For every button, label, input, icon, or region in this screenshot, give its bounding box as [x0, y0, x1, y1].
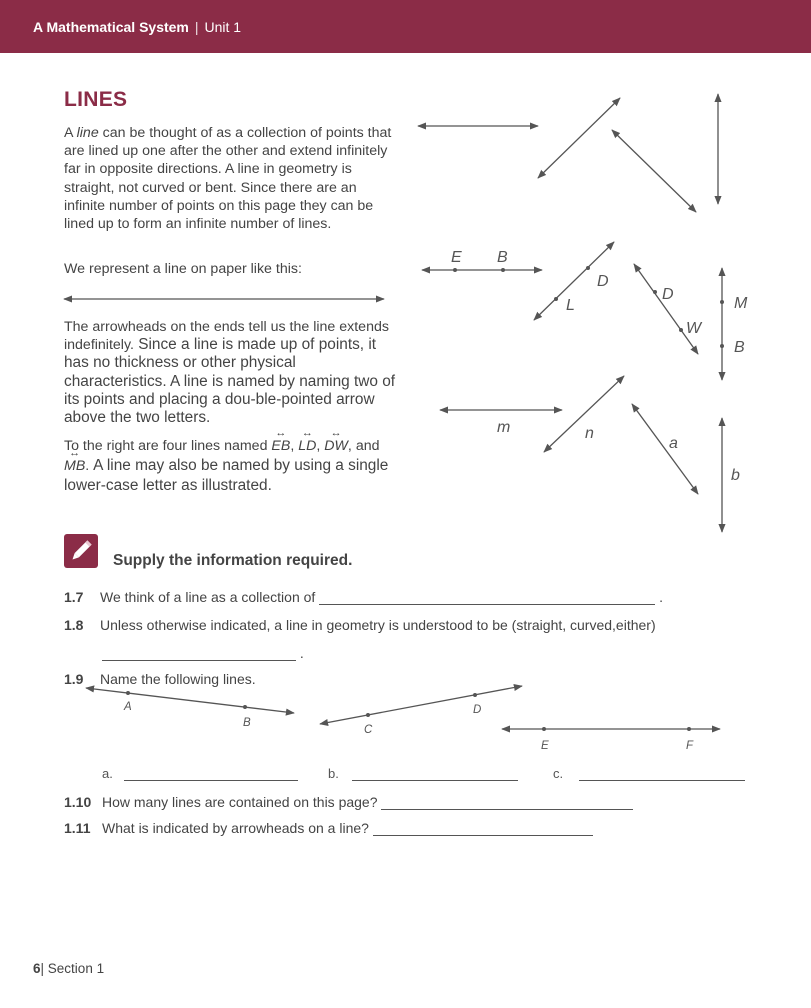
- answer-1-9-a: a.: [102, 766, 298, 781]
- point-w: [679, 328, 683, 332]
- point-c: [366, 713, 370, 717]
- q19-label-c: C: [364, 724, 373, 736]
- line-name-dw: ↔ DW: [324, 437, 348, 456]
- answer-blank-1-9-b[interactable]: [352, 779, 518, 781]
- answer-blank-1-7[interactable]: [319, 603, 655, 605]
- decor-line-rising: [538, 98, 620, 178]
- question-1-11: 1.11 What is indicated by arrowheads on a line?: [64, 820, 593, 836]
- question-1-8: 1.8 Unless otherwise indicated, a line in geometry is understood to be (straight, curved,either): [64, 617, 656, 633]
- question-1-7: 1.7 We think of a line as a collection of .: [64, 589, 663, 605]
- point-b: [501, 268, 505, 272]
- line-n: [544, 376, 624, 452]
- label-n-line: n: [585, 425, 594, 442]
- line-a: [632, 404, 698, 494]
- label-b: B: [497, 249, 508, 266]
- pencil-icon: [64, 534, 98, 568]
- section-title: LINES: [64, 88, 128, 111]
- label-d: D: [597, 273, 609, 290]
- answer-blank-1-9-a[interactable]: [124, 779, 298, 781]
- line-dw: [634, 264, 698, 354]
- label-b-line: b: [731, 467, 740, 484]
- line-cd: [320, 686, 522, 724]
- header-unit: Unit 1: [204, 18, 242, 35]
- answer-line-1-8: .: [102, 645, 304, 661]
- point-b3: [243, 705, 247, 709]
- intro-paragraph-2: We represent a line on paper like this:: [64, 261, 302, 277]
- q19-label-f: F: [686, 740, 694, 752]
- header-brand: A Mathematical System: [33, 18, 189, 35]
- answer-1-9-b: b.: [328, 766, 518, 781]
- page-number: 6: [33, 961, 41, 976]
- point-m: [720, 300, 724, 304]
- point-b2: [720, 344, 724, 348]
- intro-paragraph-3: The arrowheads on the ends tell us the line extends indefinitely. Since a line is made up of points, it has no thickness or other physical characteristics. A line is named by naming two of its points and placing a dou-ble-pointed arrow above the two letters.: [64, 319, 396, 427]
- question-1-9: 1.9 Name the following lines.: [64, 671, 256, 687]
- answer-blank-1-11[interactable]: [373, 834, 593, 836]
- activity-instruction: Supply the information required.: [113, 552, 353, 569]
- point-l: [554, 297, 558, 301]
- label-b2: B: [734, 339, 745, 356]
- point-e2: [542, 727, 546, 731]
- line-name-eb: ↔ EB: [271, 437, 290, 456]
- label-m-line: m: [497, 419, 511, 436]
- intro-paragraph-4: To the right are four lines named ↔ EB, ↔ LD, ↔ DW, and ↔ MB. A line may also be named by using a single lower-case letter as illustrated.: [64, 437, 396, 496]
- answer-blank-1-8[interactable]: [102, 659, 296, 661]
- label-w: W: [686, 320, 702, 337]
- line-name-mb: ↔ MB: [64, 457, 85, 476]
- footer-section: Section 1: [47, 961, 105, 976]
- question-1-10: 1.10 How many lines are contained on this page?: [64, 794, 633, 810]
- line-name-ld: ↔ LD: [298, 437, 316, 456]
- point-f: [687, 727, 691, 731]
- header-separator: |: [194, 18, 199, 35]
- point-a: [126, 691, 130, 695]
- answer-blank-1-9-c[interactable]: [579, 779, 745, 781]
- answer-1-9-c: c.: [553, 766, 745, 781]
- q19-label-b: B: [243, 717, 251, 729]
- decor-line-falling: [612, 130, 696, 212]
- line-ab: [86, 688, 294, 713]
- line-term: line: [76, 125, 99, 141]
- page-footer: 6| Section 1: [33, 961, 105, 976]
- intro-paragraph-1: A line can be thought of as a collection of points that are lined up one after the other and extend infinitely far in opposite directions. A line in geometry is straight, not curved or bent. Since there are an infinite number of points on this page they can be lined up to form an infinite number of lines.: [64, 125, 392, 233]
- label-a-line: a: [669, 435, 678, 452]
- point-d: [586, 266, 590, 270]
- point-e: [453, 268, 457, 272]
- q19-label-a: A: [124, 701, 132, 713]
- answer-blank-1-10[interactable]: [381, 808, 633, 810]
- point-d2: [653, 290, 657, 294]
- q19-label-d: D: [473, 704, 482, 716]
- label-l: L: [566, 297, 575, 314]
- label-m: M: [734, 295, 748, 312]
- point-d3: [473, 693, 477, 697]
- label-d2: D: [662, 286, 674, 303]
- q19-label-e: E: [541, 740, 549, 752]
- label-e: E: [451, 249, 462, 266]
